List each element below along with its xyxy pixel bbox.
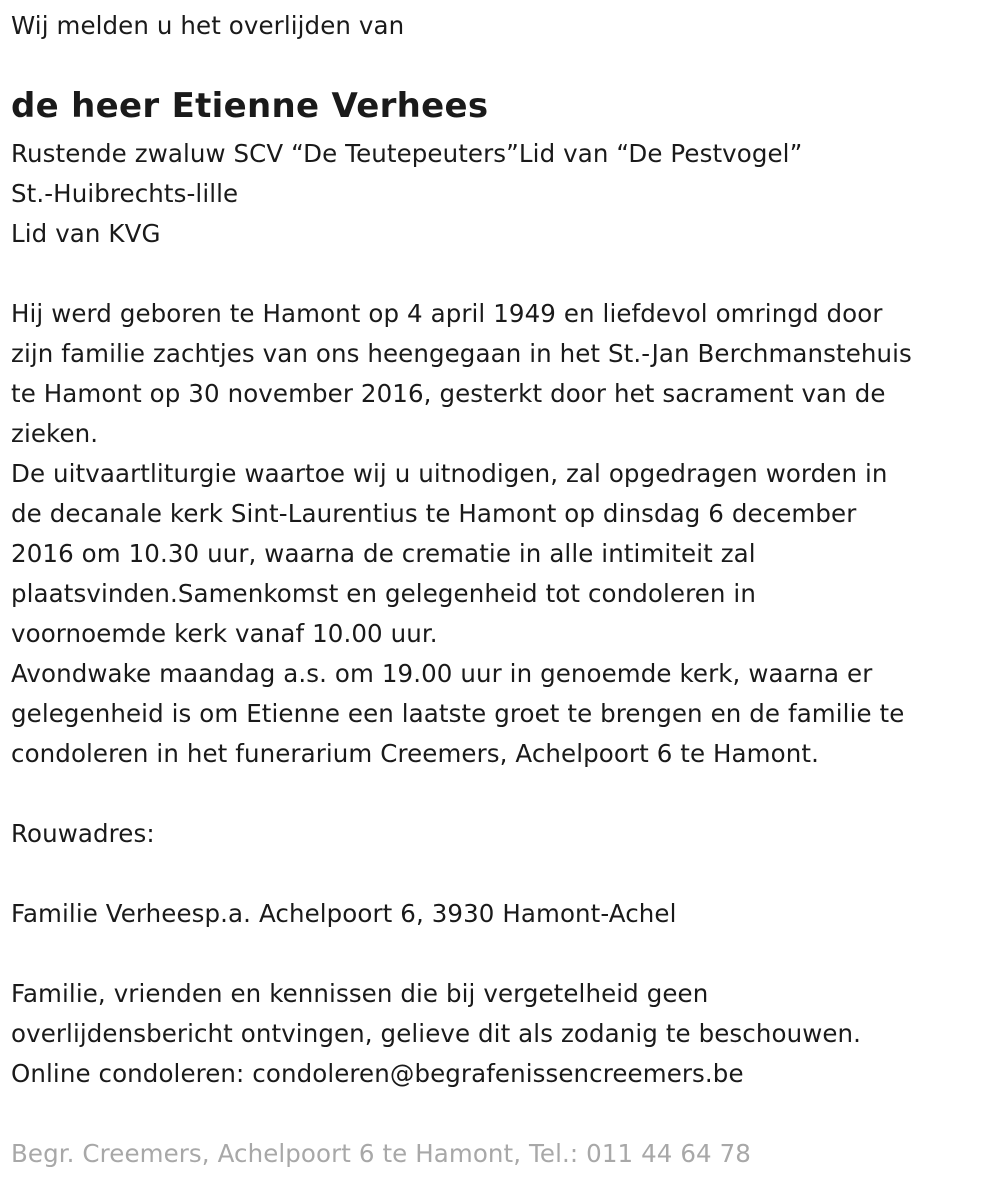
funeral-home-footer: Begr. Creemers, Achelpoort 6 te Hamont, Tel.: 011 44 64 78	[11, 1139, 751, 1168]
body-line: voornoemde kerk vanaf 10.00 uur.	[11, 619, 438, 648]
body-line: plaatsvinden.Samenkomst en gelegenheid tot condoleren in	[11, 579, 756, 608]
rouwadres-label: Rouwadres:	[11, 819, 155, 848]
intro-text: Wij melden u het overlijden van	[11, 11, 405, 40]
body-line: zijn familie zachtjes van ons heengegaan in het St.-Jan Berchmanstehuis	[11, 339, 912, 368]
body-line: te Hamont op 30 november 2016, gesterkt door het sacrament van de	[11, 379, 886, 408]
body-line: Avondwake maandag a.s. om 19.00 uur in genoemde kerk, waarna er	[11, 659, 873, 688]
subtitle-line: Lid van KVG	[11, 219, 161, 248]
body-line: De uitvaartliturgie waartoe wij u uitnodigen, zal opgedragen worden in	[11, 459, 888, 488]
online-condolence-line: Online condoleren: condoleren@begrafenissencreemers.be	[11, 1059, 744, 1088]
deceased-name: de heer Etienne Verhees	[11, 86, 489, 126]
closing-line: Familie, vrienden en kennissen die bij vergetelheid geen	[11, 979, 709, 1008]
body-line: gelegenheid is om Etienne een laatste groet te brengen en de familie te	[11, 699, 905, 728]
closing-block	[11, 974, 861, 1094]
body-line: 2016 om 10.30 uur, waarna de crematie in alle intimiteit zal	[11, 539, 756, 568]
rouwadres-label-block	[11, 814, 155, 854]
body-line: de decanale kerk Sint-Laurentius te Hamont op dinsdag 6 december	[11, 499, 857, 528]
body-text-block	[11, 294, 912, 774]
rouwadres-address-block	[11, 894, 677, 934]
body-line: Hij werd geboren te Hamont op 4 april 1949 en liefdevol omringd door	[11, 299, 883, 328]
body-line: condoleren in het funerarium Creemers, Achelpoort 6 te Hamont.	[11, 739, 819, 768]
rouwadres-address: Familie Verheesp.a. Achelpoort 6, 3930 Hamont-Achel	[11, 899, 677, 928]
closing-line: overlijdensbericht ontvingen, gelieve dit als zodanig te beschouwen.	[11, 1019, 862, 1048]
subtitle-line: St.-Huibrechts-lille	[11, 179, 239, 208]
body-line: zieken.	[11, 419, 99, 448]
subtitle-line: Rustende zwaluw SCV “De Teutepeuters”Lid van “De Pestvogel”	[11, 139, 803, 168]
subtitle-block	[11, 134, 802, 254]
